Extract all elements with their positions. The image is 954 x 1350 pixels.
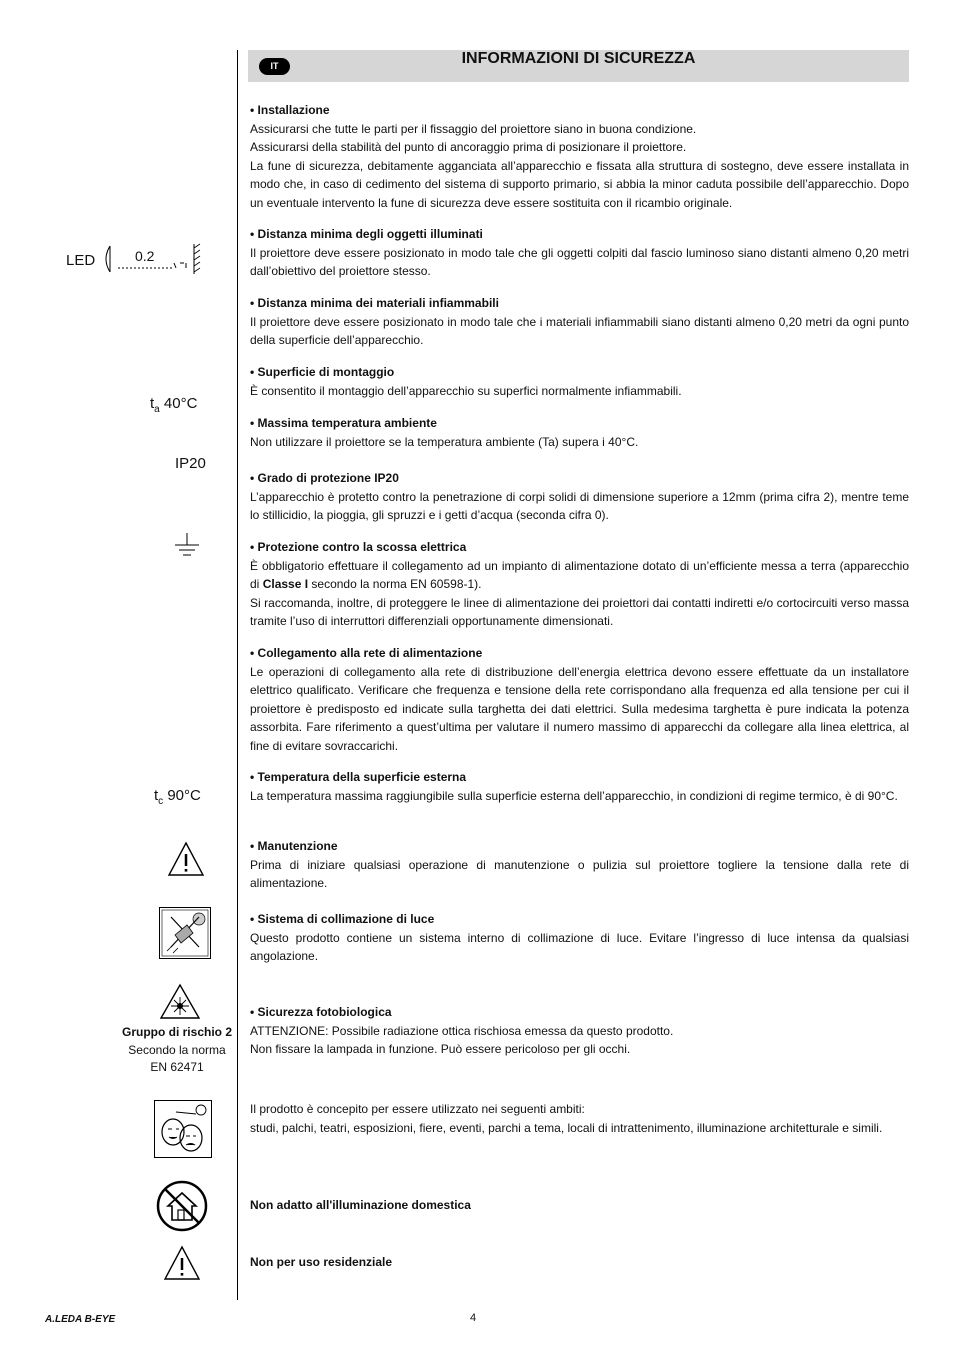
paragraph: Si raccomanda, inoltre, di proteggere le linee di alimentazione dei proiettori dai contatti indiretti e/o cortocircuiti verso massa tramite l’uso di interruttori differenziali opportunamente dimensionati. xyxy=(250,595,909,629)
section-distanza-oggetti xyxy=(250,225,909,281)
section-installazione xyxy=(250,101,909,213)
paragraph: È obbligatorio effettuare il collegamento ad un impianto di alimentazione dotato di un’efficiente messa a terra (apparecchio di Classe I secondo la norma EN 60598-1). xyxy=(250,558,909,592)
section-manutenzione xyxy=(250,837,909,893)
paragraph: È consentito il montaggio dell’apparecchio su superfici normalmente infiammabili. xyxy=(250,383,682,398)
section-residenziale xyxy=(250,1253,909,1272)
section-superficie xyxy=(250,363,909,400)
section-title: • Collegamento alla rete di alimentazione xyxy=(250,646,483,660)
led-distance-value: 0.2 xyxy=(135,248,155,264)
section-title: • Installazione xyxy=(250,103,330,117)
section-title: • Sistema di collimazione di luce xyxy=(250,912,435,926)
section-scossa xyxy=(250,538,909,631)
tc-symbol: $t_c$ 90°C xyxy=(154,787,201,807)
risk-norm-line1: Secondo la norma xyxy=(128,1043,226,1057)
paragraph: La fune di sicurezza, debitamente agganciata all’apparecchio e fissata alla struttura di sostegno, deve essere installata in modo che, in caso di cedimento del sistema di supporto primario, si abbia la minor caduta possibile dell’apparecchio. Dopo un eventuale intervento la fune di sicurezza deve essere sostituita con il ricambio originale. xyxy=(250,158,909,210)
led-distance-icon xyxy=(100,244,210,276)
section-title: Non adatto all'illuminazione domestica xyxy=(250,1198,471,1212)
paragraph: ATTENZIONE: Possibile radiazione ottica rischiosa emessa da questo prodotto. xyxy=(250,1023,674,1038)
led-label: LED xyxy=(66,252,96,269)
ta-symbol: $t_a$ 40°C xyxy=(150,395,198,415)
margin-rule xyxy=(237,50,238,1300)
section-collegamento xyxy=(250,644,909,756)
paragraph: Il proiettore deve essere posizionato in modo tale che gli oggetti colpiti dal fascio luminoso siano distanti almeno 0,20 metri dall’obiettivo del proiettore stesso. xyxy=(250,245,909,279)
section-collimazione xyxy=(250,910,909,966)
risk-norm-line2: EN 62471 xyxy=(150,1060,204,1074)
section-title: • Superficie di montaggio xyxy=(250,365,395,379)
section-header xyxy=(248,50,909,82)
paragraph: Assicurarsi della stabilità del punto di ancoraggio prima di posizionare il proiettore. xyxy=(250,140,687,155)
paragraph: Questo prodotto contiene un sistema interno di collimazione di luce. Evitare l’ingresso di luce intensa da qualsiasi angolazione. xyxy=(250,930,909,964)
ground-icon xyxy=(175,533,199,559)
warning-icon xyxy=(168,842,204,876)
section-fotobiologica xyxy=(250,1003,909,1059)
footer-brand: A.LEDA B-EYE xyxy=(45,1314,116,1325)
page-title: INFORMAZIONI DI SICUREZZA xyxy=(461,50,696,67)
paragraph: L’apparecchio è protetto contro la penetrazione di corpi solidi di dimensione superiore a 12mm (prima cifra 2), mentre teme lo stillicidio, la pioggia, gli spruzzi e i getti d’acqua (seconda cifra 0). xyxy=(250,489,909,523)
paragraph: studi, palchi, teatri, esposizioni, fiere, eventi, parchi a tema, locali di intrattenimento, illuminazione architetturale e simili. xyxy=(250,1120,883,1135)
paragraph: La temperatura massima raggiungibile sulla superficie esterna dell’apparecchio, in condizioni di regime termico, è di 90°C. xyxy=(250,788,898,803)
collimation-icon xyxy=(159,907,211,959)
laser-warning-icon xyxy=(160,984,200,1019)
risk-group-label: Gruppo di rischio 2 xyxy=(121,1025,232,1039)
paragraph: Assicurarsi che tutte le parti per il fissaggio del proiettore siano in buona condizione. xyxy=(250,121,697,136)
paragraph: Non utilizzare il proiettore se la temperatura ambiente (Ta) supera i 40°C. xyxy=(250,434,639,449)
language-badge: IT xyxy=(259,58,290,75)
section-title: • Protezione contro la scossa elettrica xyxy=(250,540,467,554)
section-grado-protezione xyxy=(250,469,909,525)
section-title: • Manutenzione xyxy=(250,839,338,853)
section-distanza-materiali xyxy=(250,294,909,350)
no-domestic-icon xyxy=(156,1180,208,1232)
section-title: Non per uso residenziale xyxy=(250,1255,393,1269)
paragraph: Le operazioni di collegamento alla rete di distribuzione dell’energia elettrica devono essere effettuate da un installatore elettrico qualificato. Verificare che frequenza e tensione della rete corrispondano alla frequenza ed alla tensione per cui il proiettore è predisposto ed indicate sulla targhetta dei dati elettrici. Sulla medesima targhetta è pure indicata la potenza assorbita. Fare riferimento a quest’ultima per valutare il numero massimo di apparecchi da collegare alla linea elettrica, al fine di evitare sovraccarichi. xyxy=(250,664,909,753)
section-title: • Distanza minima degli oggetti illuminati xyxy=(250,227,483,241)
paragraph: Il proiettore deve essere posizionato in modo tale che i materiali infiammabili siano distanti almeno 0,20 metri da ogni punto della superficie dell’apparecchio. xyxy=(250,314,909,348)
warning-icon xyxy=(164,1246,200,1280)
section-title: • Distanza minima dei materiali infiammabili xyxy=(250,296,499,310)
section-title: • Sicurezza fotobiologica xyxy=(250,1005,392,1019)
section-domestica xyxy=(250,1196,909,1215)
paragraph: Il prodotto è concepito per essere utilizzato nei seguenti ambiti: xyxy=(250,1102,585,1116)
section-title: • Grado di protezione IP20 xyxy=(250,471,399,485)
section-title: • Temperatura della superficie esterna xyxy=(250,770,467,784)
ip-rating: IP20 xyxy=(175,455,206,472)
page-number: 4 xyxy=(470,1312,477,1324)
section-temperatura-ambiente xyxy=(250,414,909,451)
paragraph: Non fissare la lampada in funzione. Può essere pericoloso per gli occhi. xyxy=(250,1042,631,1057)
paragraph: Prima di iniziare qualsiasi operazione di manutenzione o pulizia sul proiettore togliere la tensione dalla rete di alimentazione. xyxy=(250,857,909,891)
section-temperatura-superficie xyxy=(250,768,909,805)
section-ambiti xyxy=(250,1100,909,1137)
section-title: • Massima temperatura ambiente xyxy=(250,416,437,430)
theatre-masks-icon xyxy=(154,1100,212,1158)
